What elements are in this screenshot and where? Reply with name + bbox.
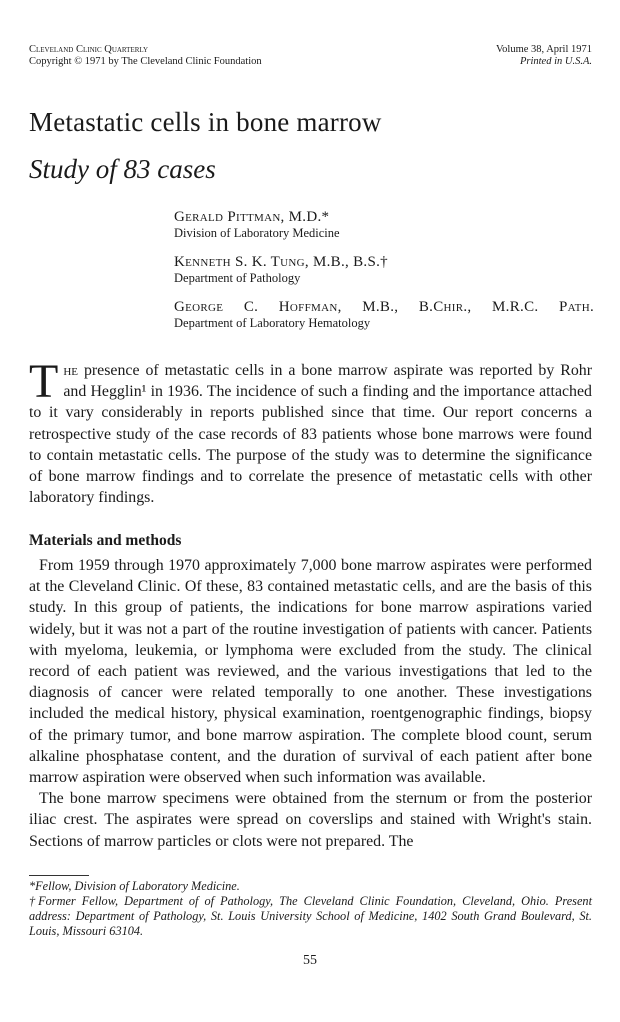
section-heading: Materials and methods [29,532,182,549]
author-affiliation: Department of Laboratory Hematology [174,316,371,330]
footnote-rule [29,875,89,876]
author-3 [174,298,594,331]
author-2 [174,253,594,286]
running-header-right [496,44,592,68]
author-name: Gerald Pittman, M.D.* [174,209,330,225]
intro-paragraph [29,355,592,508]
lead-word: he [63,362,78,379]
intro-section [29,355,592,508]
volume-line: Volume 38, April 1971 [495,44,592,55]
printed-line: Printed in U.S.A. [519,56,592,67]
author-affiliation: Division of Laboratory Medicine [174,226,340,240]
author-name: Kenneth S. K. Tung, M.B., B.S.† [174,254,388,270]
journal-name: Cleveland Clinic Quarterly [29,44,149,55]
author-block [174,208,594,343]
copyright-line: Copyright © 1971 by The Cleveland Clinic Foundation [29,56,262,67]
author-affiliation: Department of Pathology [174,271,301,285]
footnotes [29,879,592,939]
page-number: 55 [303,953,317,968]
author-name: George C. Hoffman, M.B., B.Chir., M.R.C. Path. [174,299,594,315]
article-subtitle: Study of 83 cases [29,154,216,184]
methods-paragraph-2: The bone marrow specimens were obtained from the sternum or from the posterior iliac crest. The aspirates were spread on coverslips and stained with Wright's stain. Sections of marrow particles or clots were not prepared. The [29,790,592,850]
footnote-1: *Fellow, Division of Laboratory Medicine. [29,879,240,893]
running-header-left [29,44,262,68]
methods-paragraph-1: From 1959 through 1970 approximately 7,000 bone marrow aspirates were performed at the Cleveland Clinic. Of these, 83 contained metastatic cells, and are the basis of this study. In this group of patients, the indications for bone marrow aspirations varied widely, but it was not a part of the routine investigation of patients with cancer. Patients with myeloma, leukemia, or lymphoma were excluded from the study. The clinical record of each patient was reviewed, and the various investigations that led to the diagnosis of cancer were related temporally to one another. These investigations included the medical history, physical examination, roentgenographic findings, biopsy of the primary tumor, and bone marrow aspiration. The complete blood count, serum alkaline phosphatase content, and the duration of survival of each patient after bone marrow aspiration were observed when such information was available. [29,557,592,787]
article-title: Metastatic cells in bone marrow [29,107,382,137]
footnote-2: †Former Fellow, Department of of Pathology, The Cleveland Clinic Foundation, Cleveland, Ohio. Present address: Department of Pathology, St. Louis University School of Medicine, 1402 South Grand Boulevard, St. Louis, Missouri 63104. [29,894,592,938]
methods-section [29,530,592,852]
author-1 [174,208,594,241]
drop-cap: T [29,355,59,408]
intro-text: presence of metastatic cells in a bone marrow aspirate was reported by Rohr and Hegglin¹ in 1936. The incidence of such a finding and the importance attached to it vary considerably in reports published since that time. Our report concerns a retrospective study of the case records of 83 patients whose bone marrows were found to contain metastatic cells. The purpose of the study was to determine the significance of bone marrow findings and to correlate the presence of metastatic cells with other laboratory findings. [29,362,592,507]
